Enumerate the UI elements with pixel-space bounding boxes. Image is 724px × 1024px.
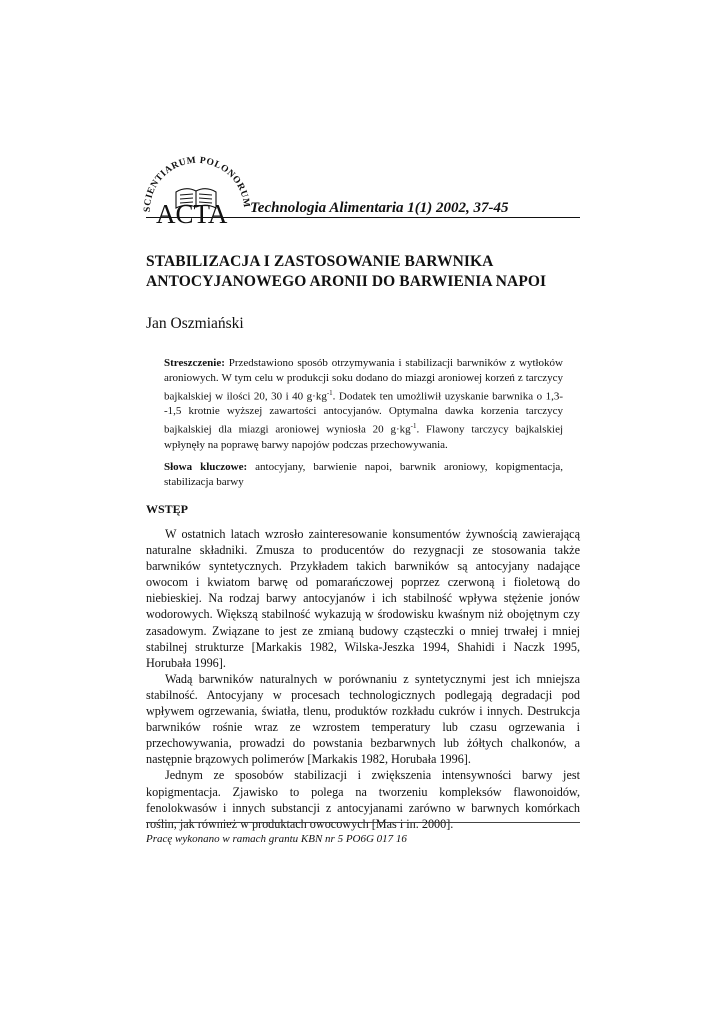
body-paragraph-3: Jednym ze sposobów stabilizacji i zwiększenia intensywności barwy jest kopigmentacja. Zjawisko to polega na tworzeniu kompleksów flawonoidów, fenolokwasów i innych substancji z antocyjanami zarówno w barwnych komórkach roślin, jak również w produktach owocowych [Mas i in. 2000]. [146,768,580,831]
title-line-1: STABILIZACJA I ZASTOSOWANIE BARWNIKA [146,253,494,270]
abstract-label: Streszczenie: [164,357,225,369]
logo-arc-text: SCIENTIARUM POLONORUM [142,155,252,213]
header-divider [146,217,580,218]
body-text [146,526,580,832]
abstract-text-b: . Dodatek ten umożliwił uzyskanie barwnika o 1,3--1,5 krotnie wyższej zawartości antocyjanów. Optymalna dawka korzenia tarczycy bajkalskiej dla miazgi aroniowej wyniosła 20 g·kg [164,390,563,436]
title-line-2: ANTOCYJANOWEGO ARONII DO BARWIENIA NAPOI [146,273,547,290]
abstract-block [164,356,563,490]
journal-citation: Technologia Alimentaria 1(1) 2002, 37-45 [250,200,509,216]
keywords-text: antocyjany, barwienie napoi, barwnik aroniowy, kopigmentacja, stabilizacja barwy [164,460,564,488]
body-paragraph-2: Wadą barwników naturalnych w porównaniu z syntetycznymi jest ich mniejsza stabilność. Antocyjany w procesach technologicznych podlegają degradacji pod wpływem ogrzewania, światła, tlenu, produktów rozkładu cukrów i innych. Destrukcja barwników rośnie wraz ze wzrostem temperatury lub czasu ogrzewania i przechowywania, prowadzi do powstania bezbarwnych lub żółtych chalkonów, a następnie brązowych polimerów [Markakis 1982, Horubała 1996]. [146,671,580,767]
article-title [146,252,586,292]
abstract-sup-a: -1 [326,388,333,397]
footnote: Pracę wykonano w ramach grantu KBN nr 5 PO6G 017 16 [146,833,407,845]
footnote-divider [146,822,580,823]
keywords-paragraph [164,460,563,490]
section-heading: WSTĘP [146,502,189,516]
abstract-sup-b: -1 [410,422,417,431]
logo-acta-text: ACTA [156,199,228,224]
abstract-text-a: Przedstawiono sposób otrzymywania i stabilizacji barwników z wytłoków aroniowych. W tym celu w produkcji soku dodano do miazgi aroniowej korzeń z tarczycy bajkalskiej w ilości 20, 30 i 40 g·kg [164,357,563,403]
keywords-label: Słowa kluczowe: [164,460,248,473]
abstract-text-c: . Flawony tarczycy bajkalskiej wpłynęły na poprawę barwy napojów podczas przechowywania. [164,423,564,451]
abstract-paragraph [164,356,563,453]
acta-logo [140,152,252,224]
author-name: Jan Oszmiański [146,315,244,332]
body-paragraph-1: W ostatnich latach wzrosło zainteresowanie konsumentów żywnością zawierającą naturalne składniki. Zmusza to producentów do rezygnacji ze stosowania także barwników syntetycznych. Przykładem takich barwników są antocyjany nadające owocom i kwiatom barwę od pomarańczowej poprzez czerwoną i fioletową do niebieskiej. Na rodzaj barwy antocyjanów i ich stabilność wpływa stężenie jonów wodorowych. Większą stabilność wykazują w środowisku kwaśnym niż obojętnym czy zasadowym. Związane to jest ze zmianą budowy cząsteczki o mniej trwałej i mniej stabilnej strukturze [Markakis 1982, Wilska-Jeszka 1994, Shahidi i Naczk 1995, Horubała 1996]. [146,527,580,670]
